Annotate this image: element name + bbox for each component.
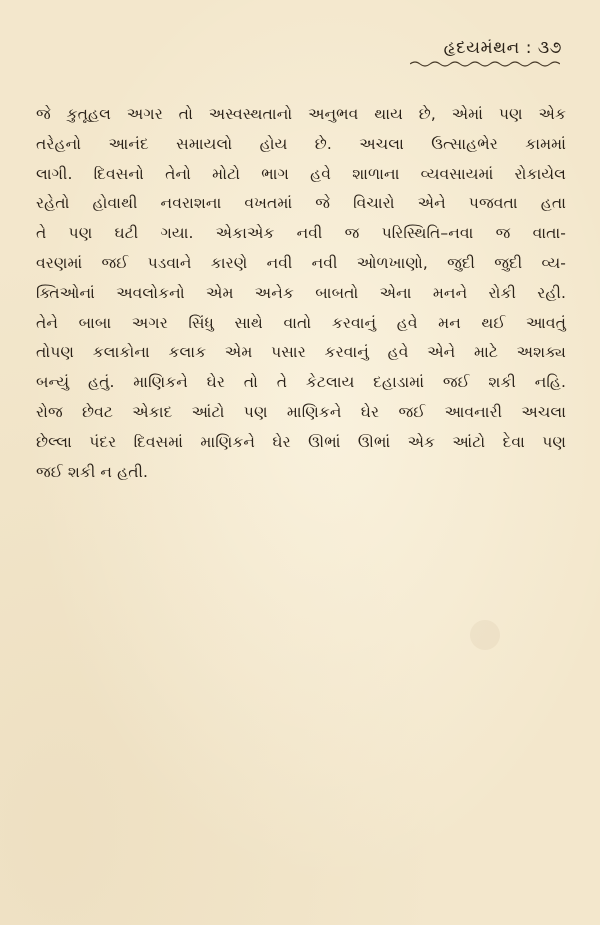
- text-line: તોપણ કલાકોના કલાક એમ પસાર કરવાનું હવે એને માટે અશક્ય: [36, 343, 566, 362]
- text-line: છેલ્લા પંદર દિવસમાં માણિકને ઘેર ઊભાં ઊભાં એક આંટો દેવા પણ: [36, 432, 566, 451]
- text-line: રહેતો હોવાથી નવરાશના વખતમાં જે વિચારો એને પજવતા હતા: [36, 194, 566, 213]
- text-line: રોજ છેવટ એકાદ આંટો પણ માણિકને ઘેર જઈ આવનારી અચલા: [36, 402, 566, 421]
- text-line: લાગી. દિવસનો તેનો મોટો ભાગ હવે શાળાના વ્યવસાયમાં રોકાયેલ: [36, 164, 566, 183]
- header-rule: [410, 60, 560, 68]
- text-line: તરેહનો આનંદ સમાયલો હોય છે. અચલા ઉત્સાહભેર કામમાં: [36, 134, 566, 153]
- text-line: જે કુતૂહલ અગર તો અસ્વસ્થતાનો અનુભવ થાય છે, એમાં પણ એક: [36, 105, 566, 123]
- text-line: ક્તિઓનાં અવલોકનો એમ અનેક બાબતો એના મનને રોકી રહી.: [36, 283, 566, 302]
- text-line: વરણમાં જઈ પડવાને કારણે નવી નવી ઓળખાણો, જુદી જુદી વ્ય-: [36, 253, 566, 272]
- text-line: તે પણ ઘટી ગયા. એકાએક નવી જ પરિસ્થિતિ–નવા જ વાતા-: [36, 224, 566, 243]
- running-title: હૃદયમંથન : ૩૭: [443, 38, 562, 58]
- running-header: [392, 38, 562, 68]
- text-line: બન્યું હતું. માણિકને ઘેર તો તે કેટલાય દહાડામાં જઈ શકી નહિ.: [36, 373, 566, 392]
- text-line: તેને બાબા અગર સિંધુ સાથે વાતો કરવાનું હવે મન થઈ આવતું: [36, 313, 566, 332]
- text-line-last: જઈ શકી ન હતી.: [36, 462, 149, 481]
- paper-stain: [470, 620, 500, 650]
- body-paragraph: [36, 100, 566, 487]
